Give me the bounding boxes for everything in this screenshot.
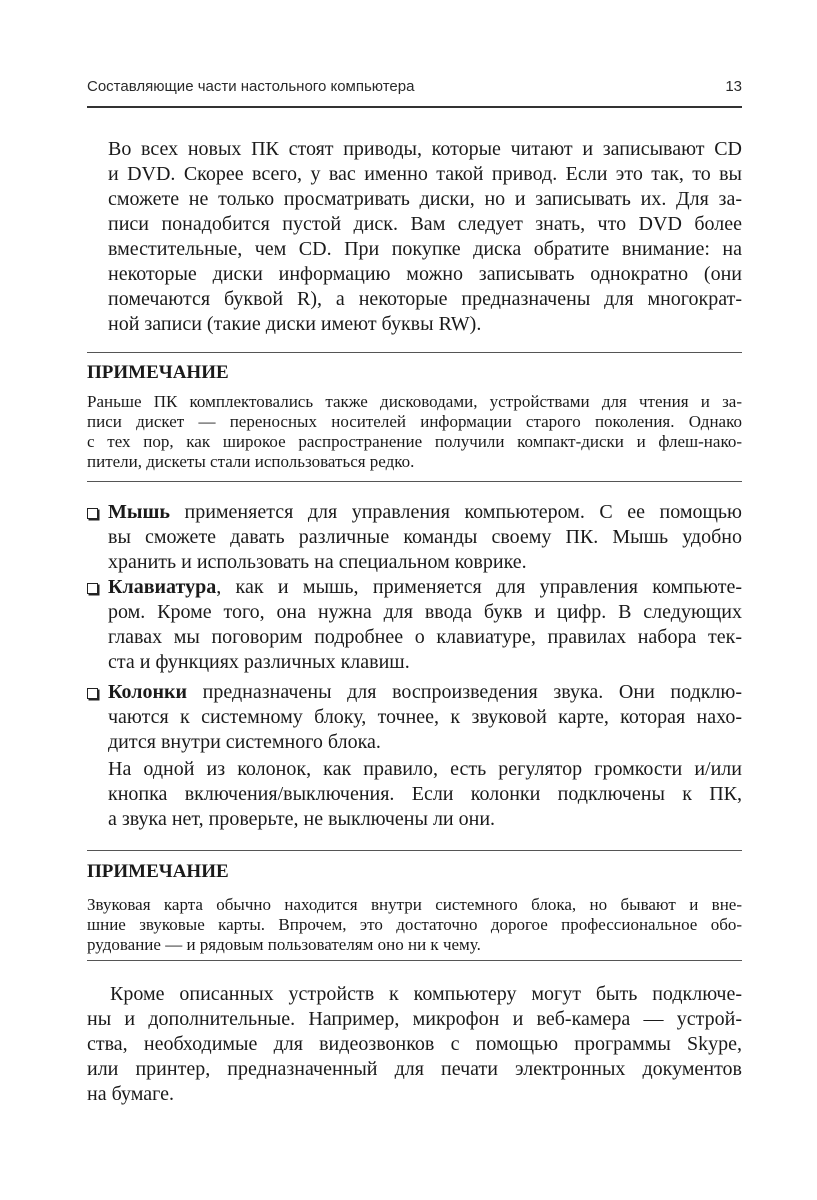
bullet-term: Колонки: [108, 681, 188, 703]
text-line: помечаются буквой R), а некоторые предназначены для многократ-: [108, 288, 742, 310]
checkbox-bullet-icon: [87, 508, 98, 519]
list-item: [108, 500, 742, 575]
paragraph: [108, 757, 742, 832]
text-line: с тех пор, как широкое распространение получили компакт-диски и флеш-нако-: [87, 432, 742, 451]
text-line: ром. Кроме того, она нужна для ввода букв и цифр. В следующих: [108, 601, 742, 623]
text-line: [108, 575, 742, 600]
text-line: Раньше ПК комплектовались также дисководами, устройствами для чтения и за-: [87, 392, 742, 411]
text-line: на бумаге.: [87, 1083, 174, 1105]
text-line: писи дискет — переносных носителей информации старого поколения. Однако: [87, 412, 742, 431]
text-line: ной записи (такие диски имеют буквы RW).: [108, 313, 482, 335]
text-line: чаются к системному блоку, точнее, к звуковой карте, которая нахо-: [108, 706, 742, 728]
text-line: [108, 500, 742, 525]
checkbox-bullet-icon: [87, 583, 98, 594]
paragraph: [87, 982, 742, 1107]
text-line: На одной из колонок, как правило, есть регулятор громкости и/или: [108, 758, 742, 780]
running-header: [87, 78, 742, 95]
text-line: хранить и использовать на специальном коврике.: [108, 551, 527, 573]
text-line: [108, 680, 742, 705]
bullet-text: , как и мышь, применяется для управления компьюте-: [216, 576, 742, 598]
text-line: главах мы поговорим подробнее о клавиатуре, правилах набора тек-: [108, 626, 742, 648]
note-rule: [87, 481, 742, 482]
text-line: дится внутри системного блока.: [108, 731, 381, 753]
paragraph: [108, 137, 742, 337]
text-line: пители, дискеты стали использоваться редко.: [87, 452, 415, 471]
text-line: вместительные, чем CD. При покупке диска обратите внимание: на: [108, 238, 742, 260]
text-line: кнопка включения/выключения. Если колонки подключены к ПК,: [108, 783, 742, 805]
header-rule: [87, 106, 742, 108]
bullet-term: Мышь: [108, 501, 170, 523]
note-rule: [87, 352, 742, 353]
text-line: писи понадобится пустой диск. Вам следует знать, что DVD более: [108, 213, 742, 235]
list-item: [108, 680, 742, 755]
list-item: [108, 575, 742, 675]
text-line: ны и дополнительные. Например, микрофон и веб-камера — устрой-: [87, 1008, 742, 1030]
text-line: рудование — и рядовым пользователям оно ни к чему.: [87, 935, 481, 954]
text-line: и DVD. Скорее всего, у вас именно такой привод. Если это так, то вы: [108, 163, 742, 185]
bullet-term: Клавиатура: [108, 576, 217, 598]
text-line: Во всех новых ПК стоят приводы, которые читают и записывают CD: [108, 138, 742, 160]
note-rule: [87, 960, 742, 961]
text-line: шние звуковые карты. Впрочем, это достаточно дорогое профессиональное обо-: [87, 915, 742, 934]
checkbox-bullet-icon: [87, 688, 98, 699]
text-line: сможете не только просматривать диски, но и записывать их. Для за-: [108, 188, 742, 210]
text-line: Звуковая карта обычно находится внутри системного блока, но бывают и вне-: [87, 895, 742, 914]
text-line: некоторые диски информацию можно записывать однократно (они: [108, 263, 742, 285]
text-line: ства, необходимые для видеозвонков с помощью программы Skype,: [87, 1033, 742, 1055]
note-body: [87, 392, 742, 472]
text-line: или принтер, предназначенный для печати электронных документов: [87, 1058, 742, 1080]
bullet-text: применяется для управления компьютером. С ее помощью: [169, 501, 742, 523]
note-title: ПРИМЕЧАНИЕ: [87, 861, 229, 882]
text-line: ста и функциях различных клавиш.: [108, 651, 410, 673]
text-line: вы сможете давать различные команды своему ПК. Мышь удобно: [108, 526, 742, 548]
note-title: ПРИМЕЧАНИЕ: [87, 362, 229, 383]
text-line: а звука нет, проверьте, не выключены ли они.: [108, 808, 496, 830]
note-body: [87, 895, 742, 955]
chapter-title: Составляющие части настольного компьютера: [87, 78, 415, 95]
note-rule: [87, 850, 742, 851]
bullet-text: предназначены для воспроизведения звука. Они подклю-: [187, 681, 742, 703]
text-line: Кроме описанных устройств к компьютеру могут быть подключе-: [110, 983, 742, 1005]
page-number: 13: [725, 78, 742, 95]
